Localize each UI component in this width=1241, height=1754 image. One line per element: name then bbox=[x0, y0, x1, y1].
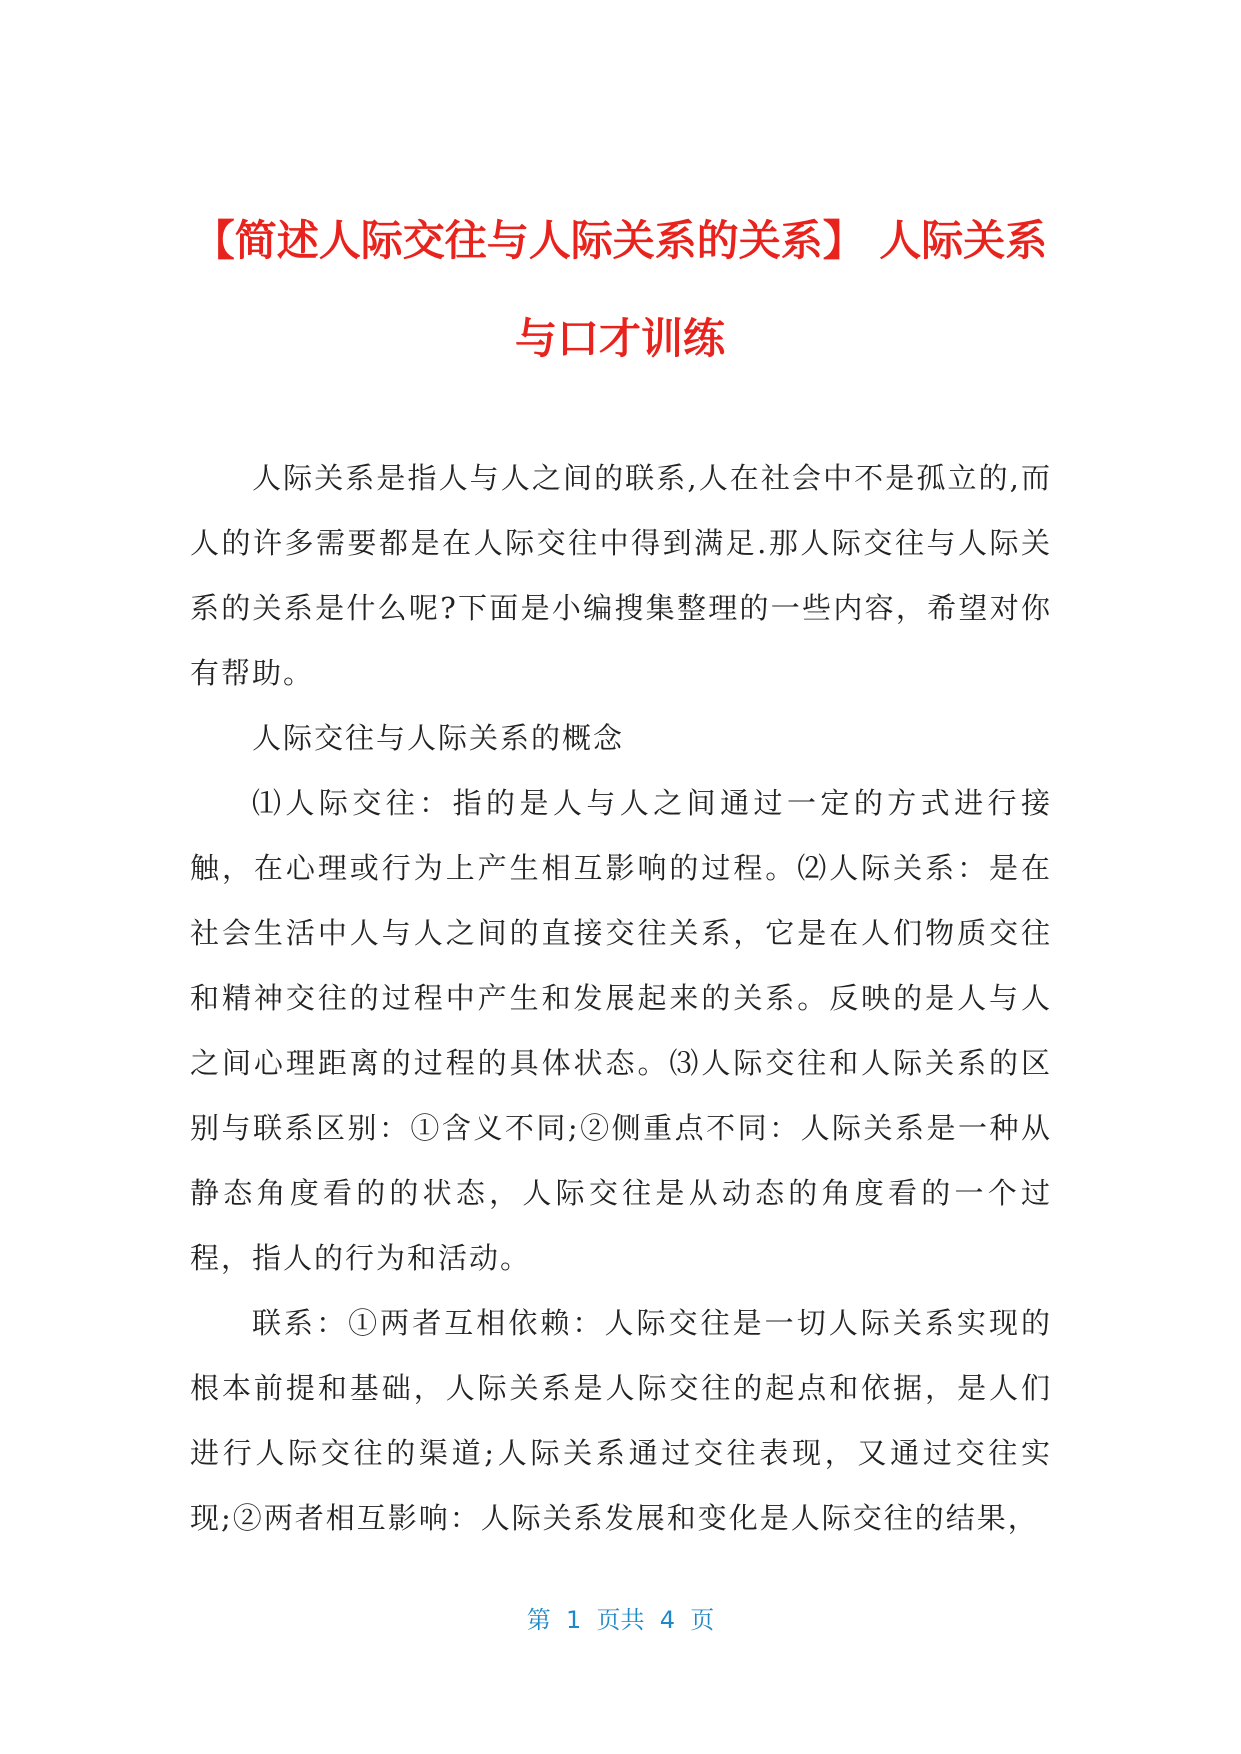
page-number-footer: 第 1 页共 4 页 bbox=[526, 1606, 715, 1634]
document-title: 【简述人际交往与人际关系的关系】 人际关系与口才训练 bbox=[192, 216, 1048, 363]
intro-paragraph: 人际关系是指人与人之间的联系,人在社会中不是孤立的,而人的许多需要都是在人际交往中得到满足.那人际交往与人际关系的关系是什么呢?下面是小编搜集整理的一些内容，希望对你有帮助。 bbox=[190, 461, 1052, 690]
connection-paragraph: 联系：①两者互相依赖：人际交往是一切人际关系实现的根本前提和基础，人际关系是人际交往的起点和依据，是人们进行人际交往的渠道;人际关系通过交往表现，又通过交往实现;②两者相互影响：人际关系发展和变化是人际交往的结果， bbox=[190, 1306, 1052, 1535]
definitions-paragraph: ⑴人际交往：指的是人与人之间通过一定的方式进行接触，在心理或行为上产生相互影响的过程。⑵人际关系：是在社会生活中人与人之间的直接交往关系，它是在人们物质交往和精神交往的过程中产生和发展起来的关系。反映的是人与人之间心理距离的过程的具体状态。⑶人际交往和人际关系的区别与联系区别：①含义不同;②侧重点不同：人际关系是一种从静态角度看的的状态，人际交往是从动态的角度看的一个过程，指人的行为和活动。 bbox=[190, 786, 1052, 1275]
document-body bbox=[190, 446, 1052, 1551]
section-heading-concepts: 人际交往与人际关系的概念 bbox=[252, 721, 625, 755]
